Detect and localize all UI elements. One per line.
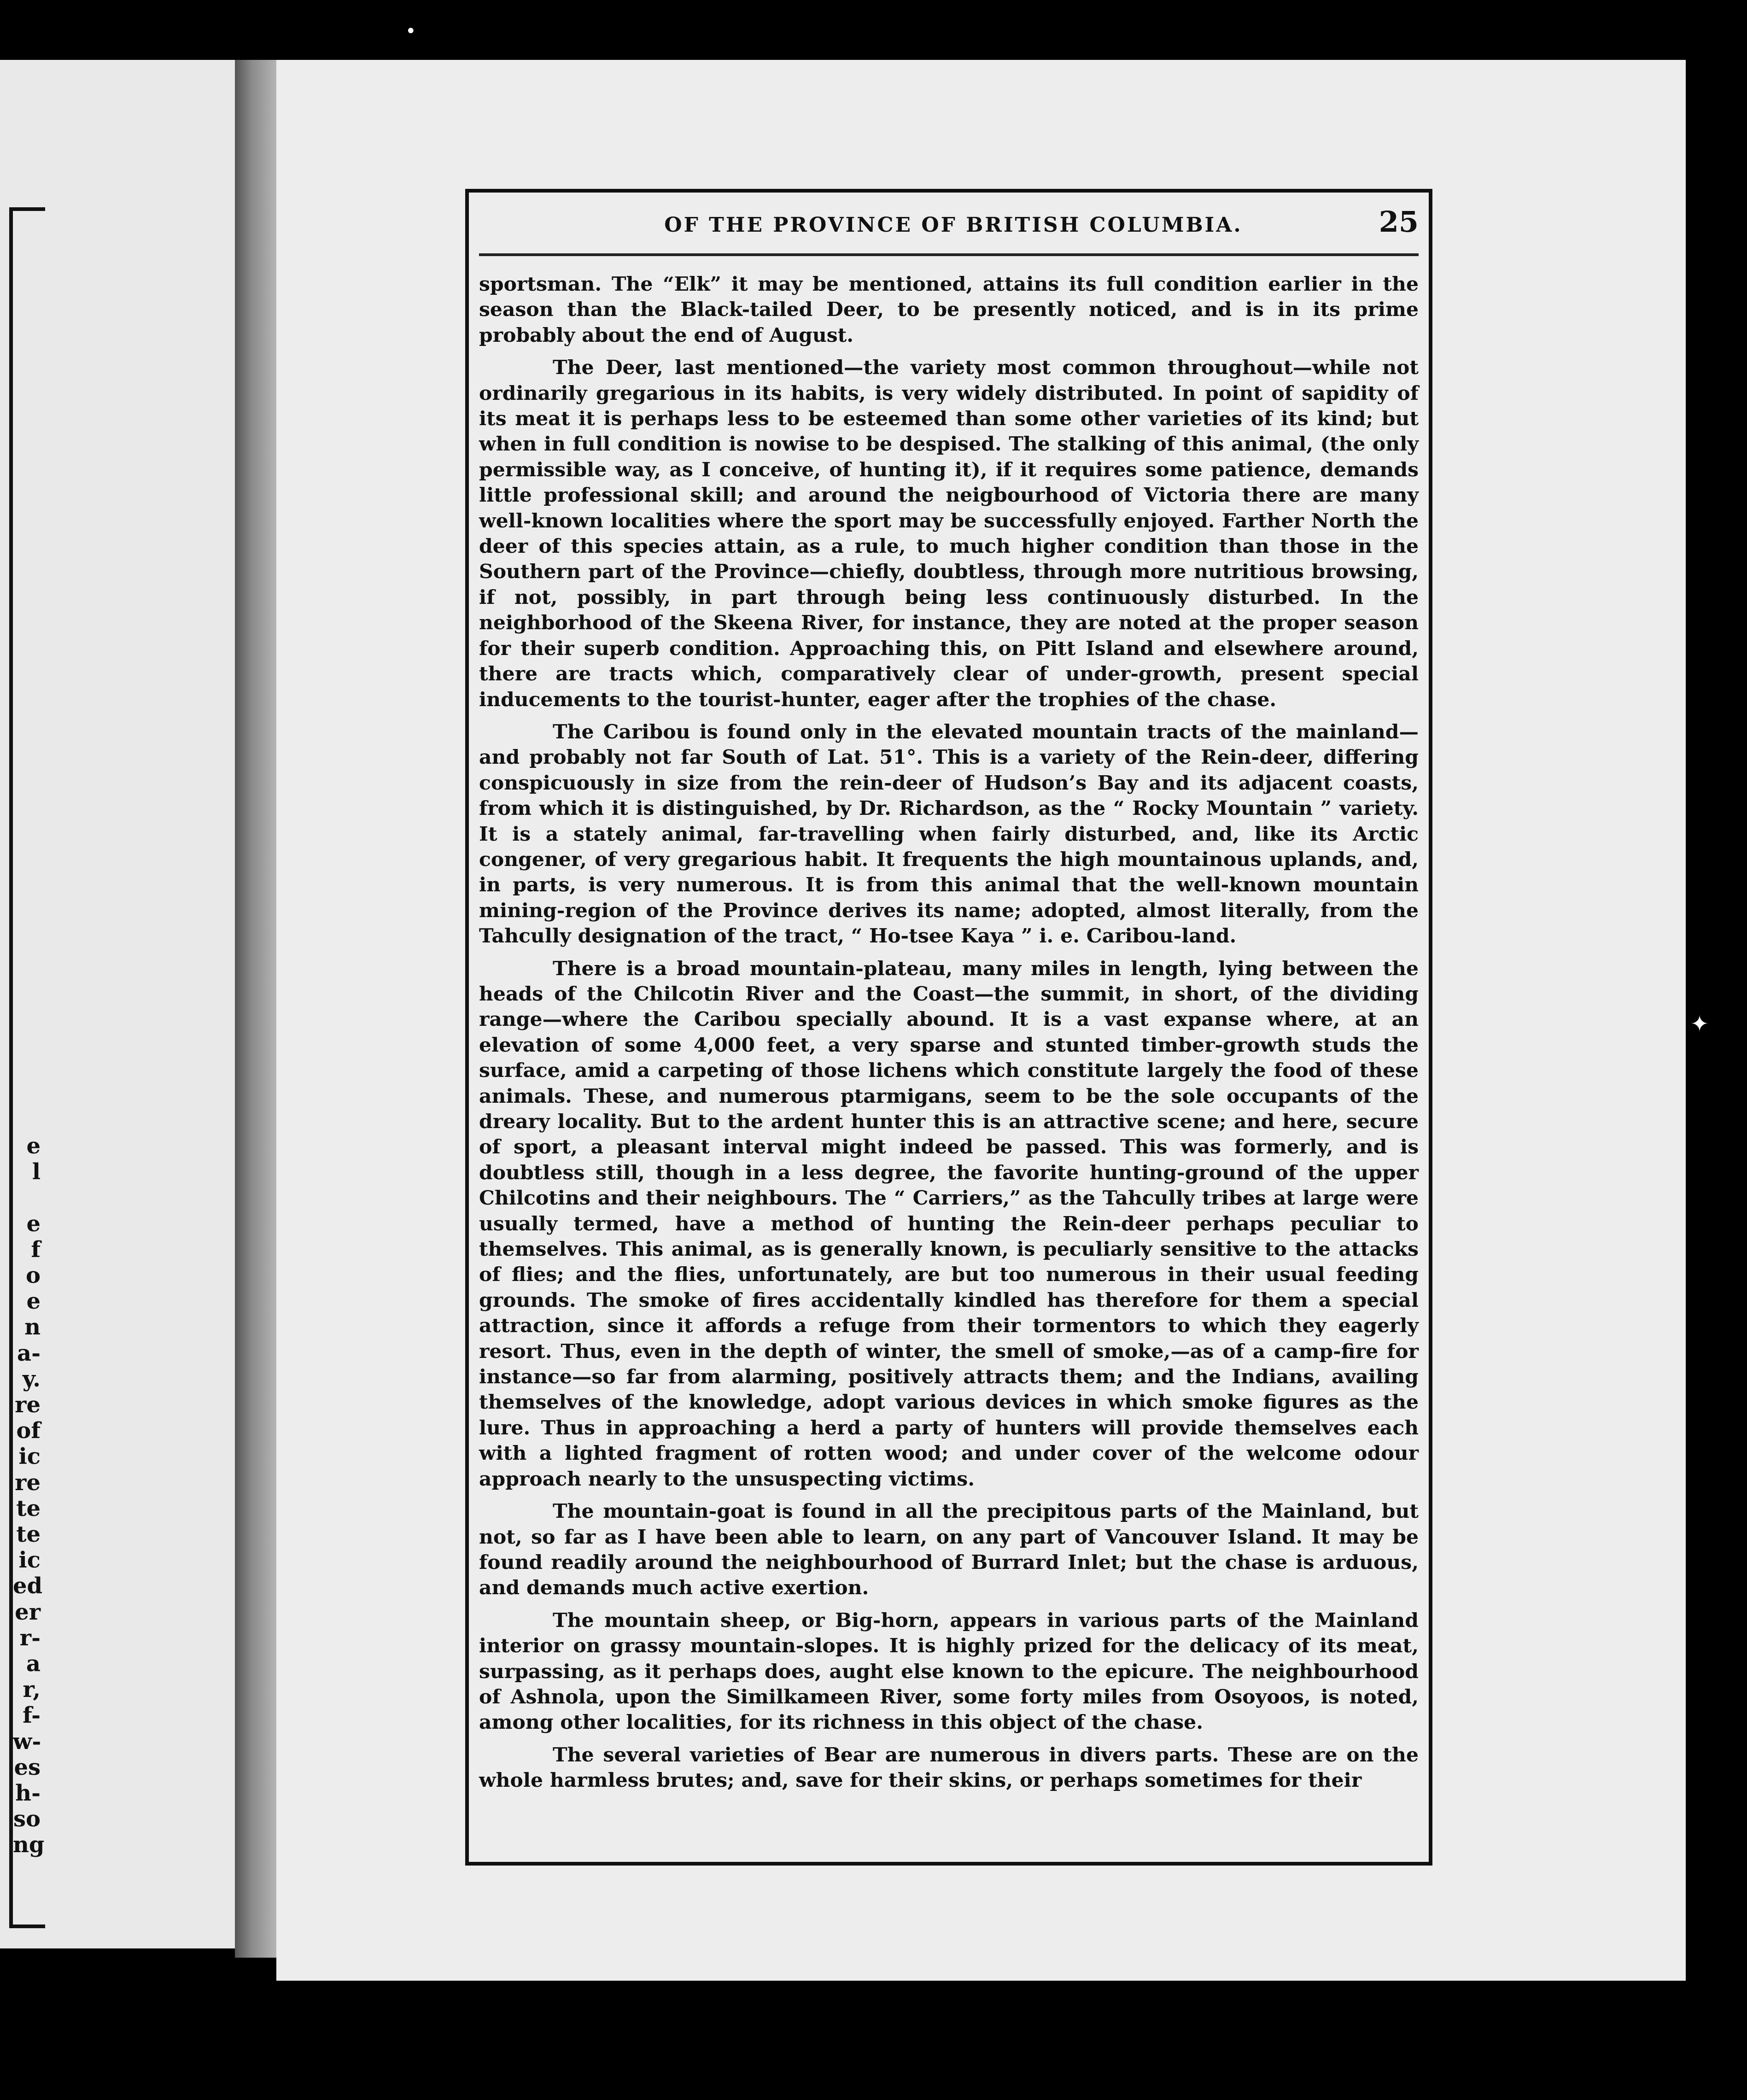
left-page-fragment <box>0 60 235 1948</box>
left-page-fragment-line: l <box>32 1159 41 1185</box>
left-page-fragment-line: so <box>13 1806 41 1832</box>
paragraph: The mountain-goat is found in all the precipitous parts of the Mainland, but not, so far as I have been able to learn, on any part of Vancouver Island. It may be found readily around the neighbourhood of Burrard Inlet; but the chase is arduous, and demands much active exertion. <box>479 1500 1419 1600</box>
running-header-title: OF THE PROVINCE OF BRITISH COLUMBIA. <box>664 213 1243 237</box>
scan-artifact-mark: ✦ <box>1690 1011 1709 1037</box>
left-page-fragment-line <box>13 1185 41 1211</box>
scan-background-right <box>1686 0 1747 2100</box>
left-page-fragment-line: e <box>26 1211 41 1237</box>
paragraph: The Caribou is found only in the elevated mountain tracts of the mainland—and probably not far South of Lat. 51°. This is a variety of the Rein-deer, differing conspicuously in size from the rein-deer of Hudson’s Bay and its adjacent coasts, from which it is distinguished, by Dr. Richardson, as the “ Rocky Mountain ” variety. It is a stately animal, far-travelling when fairly disturbed, and, like its Arctic congener, of very gregarious habit. It frequents the high mountainous uplands, and, in parts, is very numerous. It is from this animal that the well-known mountain mining-region of the Province derives its name; adopted, almost literally, from the Tahcully designation of the tract, “ Ho-tsee Kaya ” i. e. Caribou-land. <box>479 720 1419 948</box>
book-gutter <box>235 60 276 1958</box>
left-page-fragment-line: ed <box>13 1573 43 1599</box>
left-page-fragment-line: r- <box>19 1625 41 1651</box>
left-page-fragment-line: es <box>14 1754 41 1780</box>
left-page-fragment-line: a <box>26 1651 41 1677</box>
left-page-fragment-line: y. <box>22 1366 41 1392</box>
left-page-fragment-line: e <box>26 1133 41 1159</box>
left-page-fragment-line: of <box>16 1418 41 1444</box>
running-header <box>479 205 1428 246</box>
left-page-fragment-line: te <box>16 1521 41 1548</box>
left-page-fragment-line: ic <box>18 1444 41 1470</box>
body-text <box>479 272 1419 1801</box>
left-page-fragment-line: ic <box>18 1547 41 1574</box>
left-page-text-fragments <box>13 1133 45 1858</box>
left-page-fragment-line: ng <box>13 1832 45 1858</box>
left-page-fragment-line: f <box>31 1236 41 1263</box>
paragraph: The Deer, last mentioned—the variety most common throughout—while not ordinarily gregarious in its habits, is very widely distributed. In point of sapidity of its meat it is perhaps less to be esteemed than some other varieties of its kind; but when in full condition is nowise to be despised. The stalking of this animal, (the only permissible way, as I conceive, of hunting it), if it requires some patience, demands little professional skill; and around the neigbourhood of Victoria there are many well-known localities where the sport may be successfully enjoyed. Farther North the deer of this species attain, as a rule, to much higher condition than those in the Southern part of the Province—chiefly, doubtless, through more nutritious browsing, if not, possibly, in part through being less continuously disturbed. In the neighborhood of the Skeena River, for instance, they are noted at the proper season for their superb condition. Approaching this, on Pitt Island and elsewhere around, there are tracts which, comparatively clear of under-growth, present special inducements to the tourist-hunter, eager after the trophies of the chase. <box>479 356 1419 711</box>
page-number: 25 <box>1379 205 1419 239</box>
left-page-fragment-line: o <box>25 1263 41 1289</box>
paragraph: The several varieties of Bear are numerous in divers parts. These are on the whole harmless brutes; and, save for their skins, or perhaps sometimes for their <box>479 1743 1419 1792</box>
left-page-fragment-line: h- <box>15 1780 41 1807</box>
paragraph: There is a broad mountain-plateau, many miles in length, lying between the heads of the Chilcotin River and the Coast—the summit, in short, of the dividing range—where the Caribou specially abound. It is a vast expanse where, at an elevation of some 4,000 feet, a very sparse and stunted timber-growth studs the surface, amid a carpeting of those lichens which constitute largely the food of these animals. These, and numerous ptarmigans, seem to be the sole occupants of the dreary locality. But to the ardent hunter this is an attractive scene; and here, secure of sport, a pleasant interval might indeed be passed. This was formerly, and is doubtless still, though in a less degree, the favorite hunting-ground of the upper Chilcotins and their neighbours. The “ Carriers,” as the Tahcully tribes at large were usually termed, have a method of hunting the Rein-deer perhaps peculiar to themselves. This animal, as is generally known, is peculiarly sensitive to the attacks of flies; and the flies, unfortunately, are but too numerous in their usual feeding grounds. The smoke of fires accidentally kindled has therefore for them a special attraction, since it affords a refuge from their tormentors to which they eagerly resort. Thus, even in the depth of winter, the smell of smoke,—as of a camp-fire for instance—so far from alarming, positively attracts them; and the Indians, availing themselves of the knowledge, adopt various devices in which smoke figures as the lure. Thus in approaching a herd a party of hunters will provide themselves each with a lighted fragment of rotten wood; and under cover of the welcome odour approach nearly to the unsuspecting victims. <box>479 957 1419 1491</box>
left-page-fragment-line: r, <box>23 1677 41 1703</box>
left-page-fragment-line: a- <box>17 1340 41 1366</box>
left-page-fragment-line: er <box>15 1599 41 1625</box>
scan-artifact-mark: • <box>405 21 416 42</box>
left-page-fragment-line: re <box>15 1469 41 1496</box>
left-page-fragment-line: te <box>16 1495 41 1521</box>
left-page-fragment-line: n <box>24 1314 41 1340</box>
header-rule <box>479 253 1419 256</box>
left-page-fragment-line: w- <box>13 1728 41 1755</box>
paragraph: The mountain sheep, or Big-horn, appears in various parts of the Mainland interior on grassy mountain-slopes. It is highly prized for the delicacy of its meat, surpassing, as it perhaps does, aught else known to the epicure. The neighbourhood of Ashnola, upon the Similkameen River, some forty miles from Osoyoos, is noted, among other localities, for its richness in this object of the chase. <box>479 1609 1419 1734</box>
left-page-fragment-line: e <box>26 1288 41 1315</box>
left-page-fragment-line: re <box>15 1392 41 1418</box>
paragraph: sportsman. The “Elk” it may be mentioned, attains its full condition earlier in the season than the Black-tailed Deer, to be presently noticed, and is in its prime probably about the end of August. <box>479 273 1419 347</box>
left-page-fragment-line: f- <box>23 1702 41 1729</box>
